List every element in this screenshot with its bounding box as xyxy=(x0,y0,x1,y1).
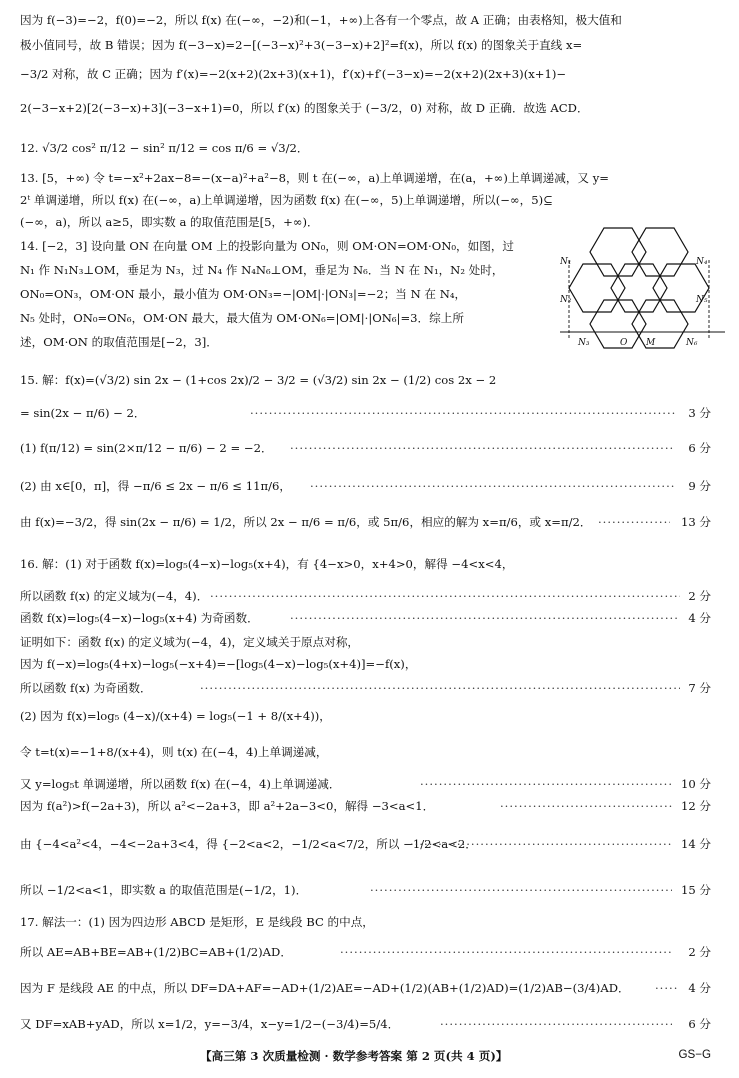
label-m: M xyxy=(646,338,656,348)
answer-page: 因为 f(−3)=−2，f(0)=−2，所以 f(x) 在(−∞，−2)和(−1，+∞)上各有一个零点，故 A 正确；由表格知，极大值和 极小值同号，故 B 错误；因为 f(−3−x)=2−[(−3−x)²+3(−3−x)+2]²=f(x)，所以 f(x) 的图象关于直线 x= −3/2 对称，故 C 正确；因为 f′(x)=−2(x+2)(2x+3)(x+1)，f′(x)+f′(−3−x)=−2(x+2)(2x+3)(x+1)− 2(−3−x+2)[2(−3−x)+3](−3−x+1)=0，所以 f′(x) 的图象关于 (−3/2，0) 对称，故 D 正确．故选 ACD． 12. √3/2 cos² π/12 − sin² π/12 = cos π/6 = √3/2． 13. [5，+∞) 令 t=−x²+2ax−8=−(x−a)²+a²−8，则 t 在(−∞，a)上单调递增，在(a，+∞)上单调递减，又 y= 2ᵗ 单调递增，所以 f(x) 在(−∞，a)上单调递增，因为函数 f(x) 在(−∞，5)上单调递增，所以(−∞，5)⊆ (−∞，a)，所以 a≥5，即实数 a 的取值范围是[5，+∞)． 14. [−2，3] 设向量 ON 在向量 OM 上的投影向量为 ON₀，则 OM·ON=OM·ON₀，如图，过 N₁ 作 N₁N₃⊥OM，垂足为 N₃，过 N₄ 作 N₄N₆⊥OM，垂足为 N₆．当 N 在 N₁，N₂ 处时， ON₀=ON₃，OM·ON 最小，最小值为 OM·ON₃=−|OM|·|ON₃|=−2；当 N 在 N₄， N₅ 处时，ON₀=ON₆，OM·ON 最大，最大值为 OM·ON₆=|OM|·|ON₆|=3．综上所 述，OM·ON 的取值范围是[−2，3]． N₁ N₂ N₃ O M N₄ N₅ N₆ 15. 解：f(x)=(√3/2) sin 2x − (1+cos 2x)/2 − 3/2 = (√3/2) sin 2x − (1/2) cos 2x − 2 = sin(2x − π/6) − 2． ····· 3 分 (1) f(π/12) = sin(2×π/12 − π/6) − 2 = −2． ····· 6 分 (2) 由 x∈[0，π]，得 −π/6 ≤ 2x − π/6 ≤ 11π/6， ····· 9 分 由 f(x)=−3/2，得 sin(2x − π/6) = 1/2，所以 2x − π/6 = π/6，或 5π/6，相应的解为 x=π/6，或 x=π/2． ····· 13 分 16. 解：(1) 对于函数 f(x)=log₅(4−x)−log₅(x+4)，有 {4−x>0，x+4>0，解得 −4<x<4， 所以函数 f(x) 的定义域为(−4，4)． ····· 2 分 函数 f(x)=log₅(4−x)−log₅(x+4) 为奇函数． ····· 4 分 证明如下：函数 f(x) 的定义域为(−4，4)，定义域关于原点对称， 因为 f(−x)=log₅(4+x)−log₅(−x+4)=−[log₅(4−x)−log₅(x+4)]=−f(x)， 所以函数 f(x) 为奇函数． ····· 7 分 (2) 因为 f(x)=log₅ (4−x)/(x+4) = log₅(−1 + 8/(x+4))， 令 t=t(x)=−1+8/(x+4)，则 t(x) 在(−4，4)上单调递减， 又 y=log₅t 单调递增，所以函数 f(x) 在(−4，4)上单调递减． ····· 10 分 因为 f(a²)>f(−2a+3)，所以 a²<−2a+3，即 a²+2a−3<0，解得 −3<a<1． ····· 12 分 由 {−4<a²<4，−4<−2a+3<4，得 {−2<a<2，−1/2<a<7/2，所以 −1/2<a<2． ····· 14 分 所以 −1/2<a<1，即实数 a 的取值范围是(−1/2，1)． ····· 15 分 17. 解法一：(1) 因为四边形 ABCD 是矩形，E 是线段 BC 的中点， 所以 AE=AB+BE=AB+(1/2)BC=AB+(1/2)AD． ····· 2 分 因为 F 是线段 AE 的中点，所以 DF=DA+AF=−AD+(1/2)AE=−AD+(1/2)(AB+(1/2)AD)=(1/2)AB−(3/4)AD． ····· 4 分 又 DF=xAB+yAD，所以 x=1/2，y=−3/4，x−y=1/2−(−3/4)=5/4． ····· 6 分 【高三第 3 次质量检测 · 数学参考答案 第 2 页(共 4 页)】 GS−G xyxy=(0,0,739,1078)
footer-code: GS−G xyxy=(678,1048,711,1061)
label-o: O xyxy=(620,338,628,348)
label-n3: N₃ xyxy=(578,338,590,348)
label-n1: N₁ xyxy=(560,257,572,267)
label-n6: N₆ xyxy=(686,338,698,348)
footer-title: 【高三第 3 次质量检测 · 数学参考答案 第 2 页(共 4 页)】 xyxy=(200,1049,508,1063)
hexagon-figure xyxy=(560,220,725,350)
label-n5: N₅ xyxy=(696,295,708,305)
label-n2: N₂ xyxy=(560,295,572,305)
label-n4: N₄ xyxy=(696,257,708,267)
